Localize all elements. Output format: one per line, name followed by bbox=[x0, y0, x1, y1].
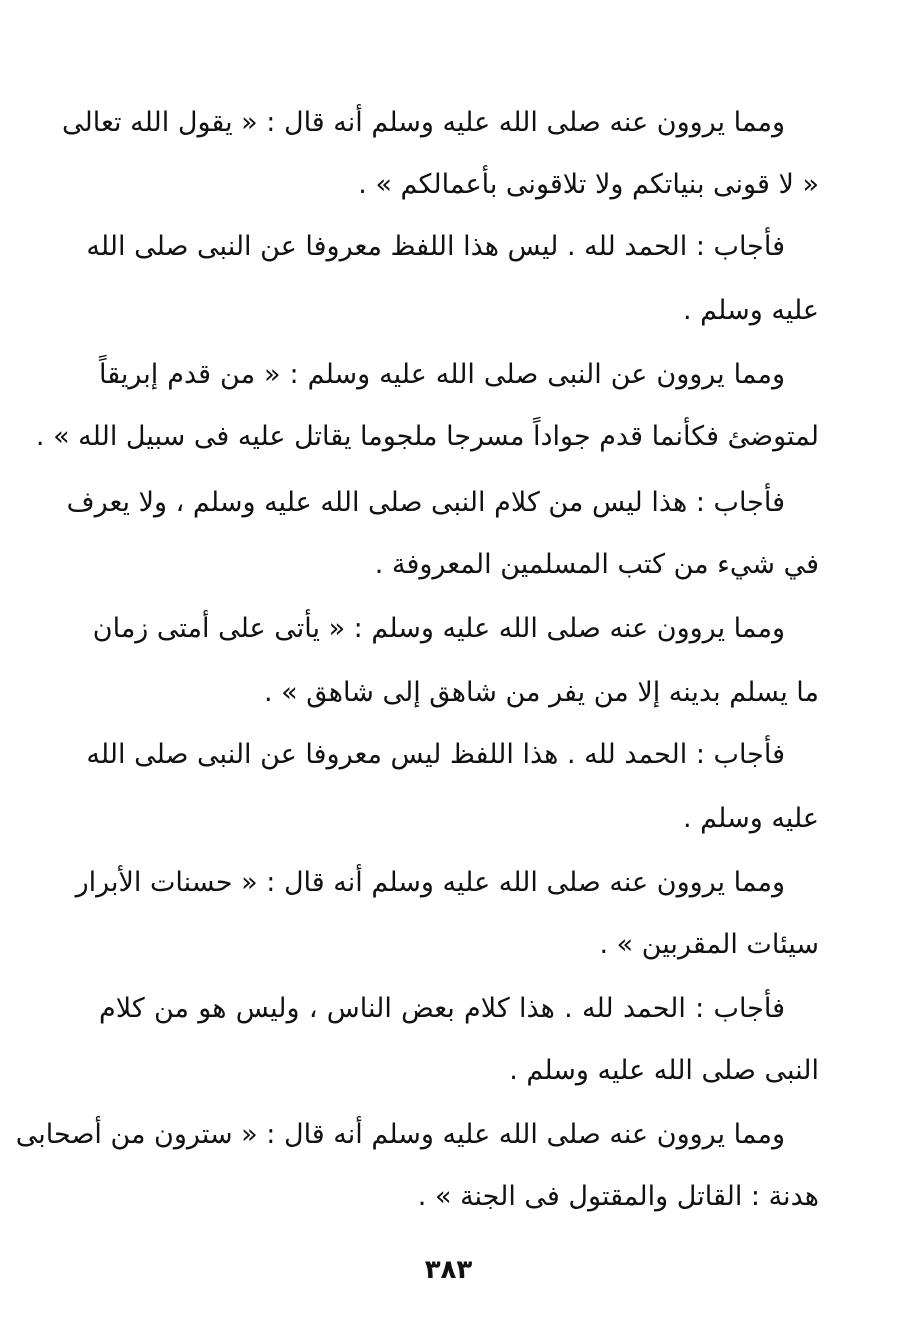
text-line-10: ما يسلم بدينه إلا من يفر من شاهق إلى شاهق » . bbox=[264, 677, 819, 708]
text-line-16: النبى صلى الله عليه وسلم . bbox=[509, 1055, 819, 1086]
page-number: ٣٨٣ bbox=[424, 1255, 473, 1285]
text-line-4: عليه وسلم . bbox=[683, 295, 819, 326]
text-line-6: لمتوضئ فكأنما قدم جواداً مسرجا ملجوما يقاتل عليه فى سبيل الله » . bbox=[35, 421, 819, 452]
text-line-17: ومما يروون عنه صلى الله عليه وسلم أنه قال : « سترون من أصحابى bbox=[15, 1119, 785, 1150]
text-line-3: فأجاب : الحمد لله . ليس هذا اللفظ معروفا عن النبى صلى الله bbox=[86, 231, 785, 262]
text-line-12: عليه وسلم . bbox=[683, 803, 819, 834]
text-line-11: فأجاب : الحمد لله . هذا اللفظ ليس معروفا عن النبى صلى الله bbox=[86, 739, 785, 770]
text-line-2: « لا قونى بنياتكم ولا تلاقونى بأعمالكم » . bbox=[358, 169, 819, 200]
text-line-5: ومما يروون عن النبى صلى الله عليه وسلم : « من قدم إبريقاً bbox=[99, 359, 785, 390]
text-line-1: ومما يروون عنه صلى الله عليه وسلم أنه قال : « يقول الله تعالى bbox=[62, 107, 785, 138]
text-line-15: فأجاب : الحمد لله . هذا كلام بعض الناس ، وليس هو من كلام bbox=[99, 993, 785, 1024]
text-line-18: هدنة : القاتل والمقتول فى الجنة » . bbox=[417, 1181, 819, 1212]
text-line-14: سيئات المقربين » . bbox=[599, 929, 819, 960]
text-line-13: ومما يروون عنه صلى الله عليه وسلم أنه قال : « حسنات الأبرار bbox=[75, 867, 785, 898]
text-line-7: فأجاب : هذا ليس من كلام النبى صلى الله عليه وسلم ، ولا يعرف bbox=[66, 487, 785, 518]
text-line-8: في شيء من كتب المسلمين المعروفة . bbox=[374, 549, 819, 580]
text-line-9: ومما يروون عنه صلى الله عليه وسلم : « يأتى على أمتى زمان bbox=[92, 613, 785, 644]
